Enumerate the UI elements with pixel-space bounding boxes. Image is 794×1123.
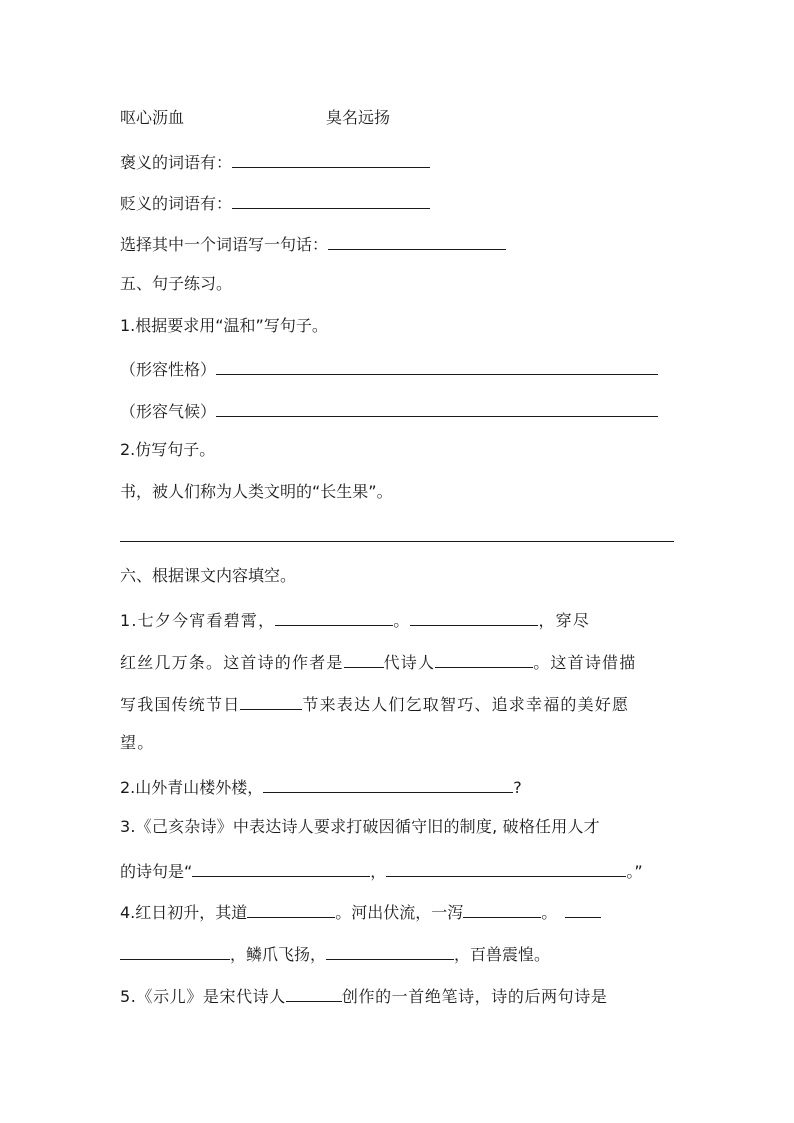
positive-words-blank[interactable]: [232, 150, 430, 168]
q6-1-text-d: 红丝几万条。这首诗的作者是: [120, 653, 344, 672]
question-6-1-line2: [120, 650, 636, 673]
positive-words-row: [120, 150, 430, 173]
q6-1-text-g: 写我国传统节日: [120, 695, 241, 714]
question-6-4-line1: [120, 900, 601, 923]
imitation-answer-line[interactable]: [120, 541, 674, 542]
word-1: 呕心沥血: [120, 108, 185, 127]
q6-3-blank-2[interactable]: [386, 859, 626, 877]
q6-1-text-f: 。这首诗借描: [533, 653, 637, 672]
q6-2-text-a: 2.山外青山楼外楼，: [120, 778, 264, 797]
q6-4-blank-3b[interactable]: [120, 942, 230, 960]
q6-4-text-d: ，鳞爪飞扬，: [230, 945, 327, 964]
personality-row: [120, 357, 658, 380]
q6-3-text-c: 。”: [626, 862, 643, 881]
sentence-prompt-label: 选择其中一个词语写一句话：: [120, 235, 329, 254]
section-5-heading: 五、句子练习。: [120, 274, 233, 293]
question-6-1-line1: [120, 608, 590, 631]
word-list-row: [120, 108, 391, 128]
q6-5-poet-blank[interactable]: [286, 984, 342, 1002]
negative-words-row: [120, 191, 430, 214]
climate-row: [120, 399, 658, 422]
q6-1-blank-1[interactable]: [275, 608, 393, 626]
q6-1-dynasty-blank[interactable]: [344, 650, 384, 668]
q6-3-text-b: ，: [370, 862, 387, 881]
negative-words-blank[interactable]: [232, 191, 430, 209]
q6-5-text-b: 创作的一首绝笔诗，诗的后两句诗是: [341, 987, 608, 1006]
q6-4-text-c: 。: [541, 903, 558, 922]
q6-4-blank-4[interactable]: [326, 942, 454, 960]
section-6-heading: 六、根据课文内容填空。: [120, 566, 297, 585]
q6-3-blank-1[interactable]: [192, 859, 370, 877]
q6-1-poet-blank[interactable]: [435, 650, 533, 668]
question-6-1-line4: 望。: [120, 733, 155, 752]
q6-4-text-e: ，百兽震惶。: [454, 945, 551, 964]
climate-label: （形容气候）: [120, 402, 217, 421]
question-6-3-line1: 3.《己亥杂诗》中表达诗人要求打破因循守旧的制度, 破格任用人才: [120, 817, 600, 836]
personality-blank[interactable]: [216, 357, 658, 375]
question-5-2: 2.仿写句子。: [120, 440, 216, 459]
question-6-2: [120, 775, 522, 798]
q6-5-text-a: 5.《示儿》是宋代诗人: [120, 987, 286, 1006]
question-6-5-line1: [120, 984, 607, 1007]
imitation-example: 书，被人们称为人类文明的“长生果”。: [120, 482, 393, 501]
question-6-3-line2: [120, 859, 643, 882]
climate-blank[interactable]: [216, 399, 658, 417]
q6-4-text-a: 4.红日初升，其道: [120, 903, 248, 922]
q6-1-text-c: ，穿尽: [538, 611, 591, 630]
q6-3-text-a: 的诗句是“: [120, 862, 193, 881]
q6-2-blank[interactable]: [263, 775, 513, 793]
question-5-1: 1.根据要求用“温和”写句子。: [120, 316, 328, 335]
word-2: 臭名远扬: [326, 108, 391, 127]
question-6-1-line3: [120, 692, 629, 715]
positive-words-label: 褒义的词语有：: [120, 153, 233, 172]
q6-4-text-b: 。河出伏流，一泻: [335, 903, 464, 922]
q6-1-text-b: 。: [393, 611, 411, 630]
q6-4-blank-2[interactable]: [463, 900, 541, 918]
q6-1-festival-blank[interactable]: [240, 692, 302, 710]
q6-1-text-h: 节来表达人们乞取智巧、追求幸福的美好愿: [302, 695, 630, 714]
q6-1-text-a: 1.七夕今宵看碧霄，: [120, 611, 276, 630]
sentence-blank[interactable]: [328, 232, 506, 250]
negative-words-label: 贬义的词语有：: [120, 194, 233, 213]
q6-1-text-e: 代诗人: [383, 653, 436, 672]
q6-2-text-b: ?: [513, 778, 522, 797]
q6-4-blank-3a[interactable]: [565, 900, 601, 918]
personality-label: （形容性格）: [120, 360, 217, 379]
q6-4-blank-1[interactable]: [247, 900, 335, 918]
question-6-4-line2: [120, 942, 550, 965]
q6-1-blank-2[interactable]: [410, 608, 538, 626]
sentence-prompt-row: [120, 232, 506, 255]
